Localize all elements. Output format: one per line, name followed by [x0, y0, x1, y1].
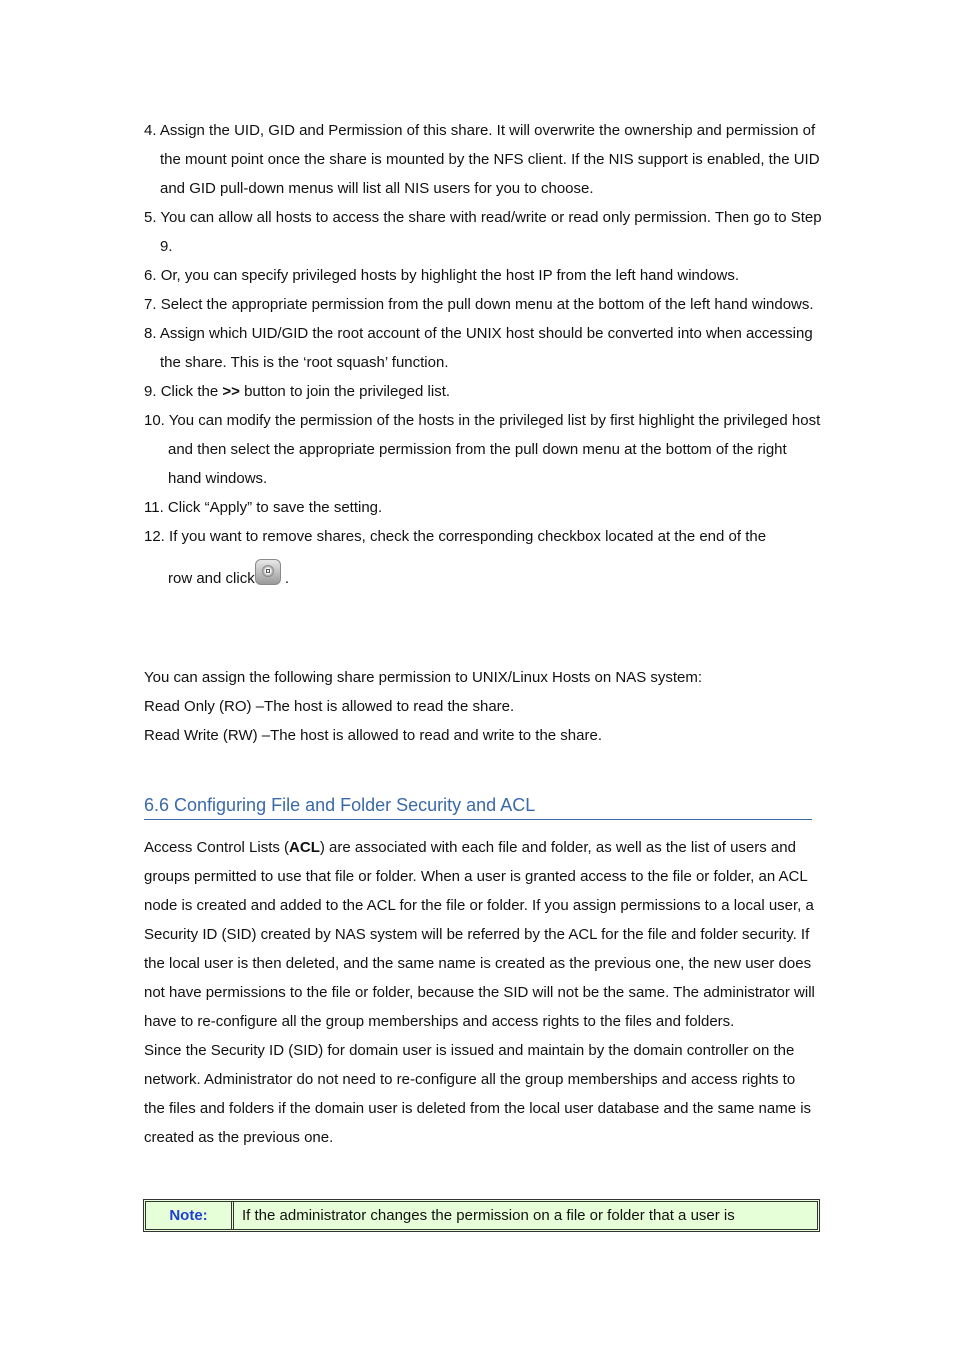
permission-intro: You can assign the following share permission to UNIX/Linux Hosts on NAS system:	[144, 669, 703, 686]
section-heading: 6.6 Configuring File and Folder Security and ACL	[144, 795, 812, 820]
step-text-before: row and click	[168, 570, 255, 587]
step-text: You can allow all hosts to access the share with read/write or read only permission. Then go to Step 9.	[160, 209, 822, 255]
acl-text-before: Access Control Lists (	[144, 839, 290, 856]
step-10	[144, 406, 824, 493]
step-5	[144, 203, 824, 261]
step-number: 11.	[144, 499, 164, 516]
step-number: 9.	[144, 383, 157, 400]
acl-text-after: ) are associated with each file and folder, as well as the list of users and groups permitted to use that file or folder. When a user is granted access to the file or folder, an ACL node is created and added to the ACL for the file or folder. If you assign permissions to a local user, a Security ID (SID) created by NAS system will be referred by the ACL for the file and folder security. If the local user is then deleted, and the same name is created as the previous one, the new user does not have permissions to the file or folder, because the SID will not be the same. The administrator will have to re-configure all the group memberships and access rights to the files and folders.	[144, 839, 815, 1030]
note-label: Note:	[146, 1202, 234, 1229]
step-4	[144, 116, 824, 203]
step-11	[144, 493, 824, 522]
permission-descriptions	[144, 663, 824, 750]
delete-share-icon	[255, 559, 281, 585]
step-number: 12.	[144, 528, 165, 545]
step-number: 5.	[144, 209, 157, 226]
step-6	[144, 261, 824, 290]
acl-paragraph-2: Since the Security ID (SID) for domain user is issued and maintain by the domain controller on the network. Administrator do not need to re-configure all the group memberships and access rights to the files and folders if the domain user is deleted from the local user database and the same name is created as the previous one.	[144, 1042, 812, 1146]
step-9	[144, 377, 824, 406]
step-12-line-2	[168, 559, 824, 593]
step-text: Assign which UID/GID the root account of the UNIX host should be converted into when accessing the share. This is the ‘root squash’ function.	[159, 325, 813, 371]
step-text: Assign the UID, GID and Permission of this share. It will overwrite the ownership and permission of the mount point once the share is mounted by the NFS client. If the NIS support is enabled, the UID and GID pull-down menus will list all NIS users for you to choose.	[159, 122, 820, 197]
step-text-after: button to join the privileged list.	[239, 383, 451, 400]
step-text: If you want to remove shares, check the corresponding checkbox located at the end of the	[169, 528, 767, 545]
permission-read-only: Read Only (RO) –The host is allowed to read the share.	[144, 698, 515, 715]
step-8	[144, 319, 824, 377]
join-button-label: >>	[222, 383, 240, 400]
note-box	[143, 1199, 820, 1232]
step-number: 6.	[144, 267, 157, 284]
step-number: 7.	[144, 296, 157, 313]
step-text: Click “Apply” to save the setting.	[167, 499, 383, 516]
acl-description	[144, 833, 816, 1152]
nfs-steps-list	[144, 116, 824, 593]
acl-paragraph-1	[144, 833, 816, 1036]
step-text: Or, you can specify privileged hosts by highlight the host IP from the left hand windows.	[160, 267, 740, 284]
step-number: 10.	[144, 412, 165, 429]
step-text-before: Click the	[160, 383, 223, 400]
permission-read-write: Read Write (RW) –The host is allowed to read and write to the share.	[144, 727, 602, 744]
step-number: 8.	[144, 325, 157, 342]
step-text: You can modify the permission of the hosts in the privileged list by first highlight the privileged host and then select the appropriate permission from the pull down menu at the bottom of the right hand windows.	[168, 412, 821, 487]
acl-term: ACL	[289, 839, 320, 856]
step-text-after: .	[280, 570, 290, 587]
step-7	[144, 290, 824, 319]
note-text: If the administrator changes the permission on a file or folder that a user is	[242, 1207, 735, 1224]
step-number: 4.	[144, 122, 157, 139]
step-text: Select the appropriate permission from the pull down menu at the bottom of the left hand windows.	[160, 296, 814, 313]
step-12	[144, 522, 824, 593]
